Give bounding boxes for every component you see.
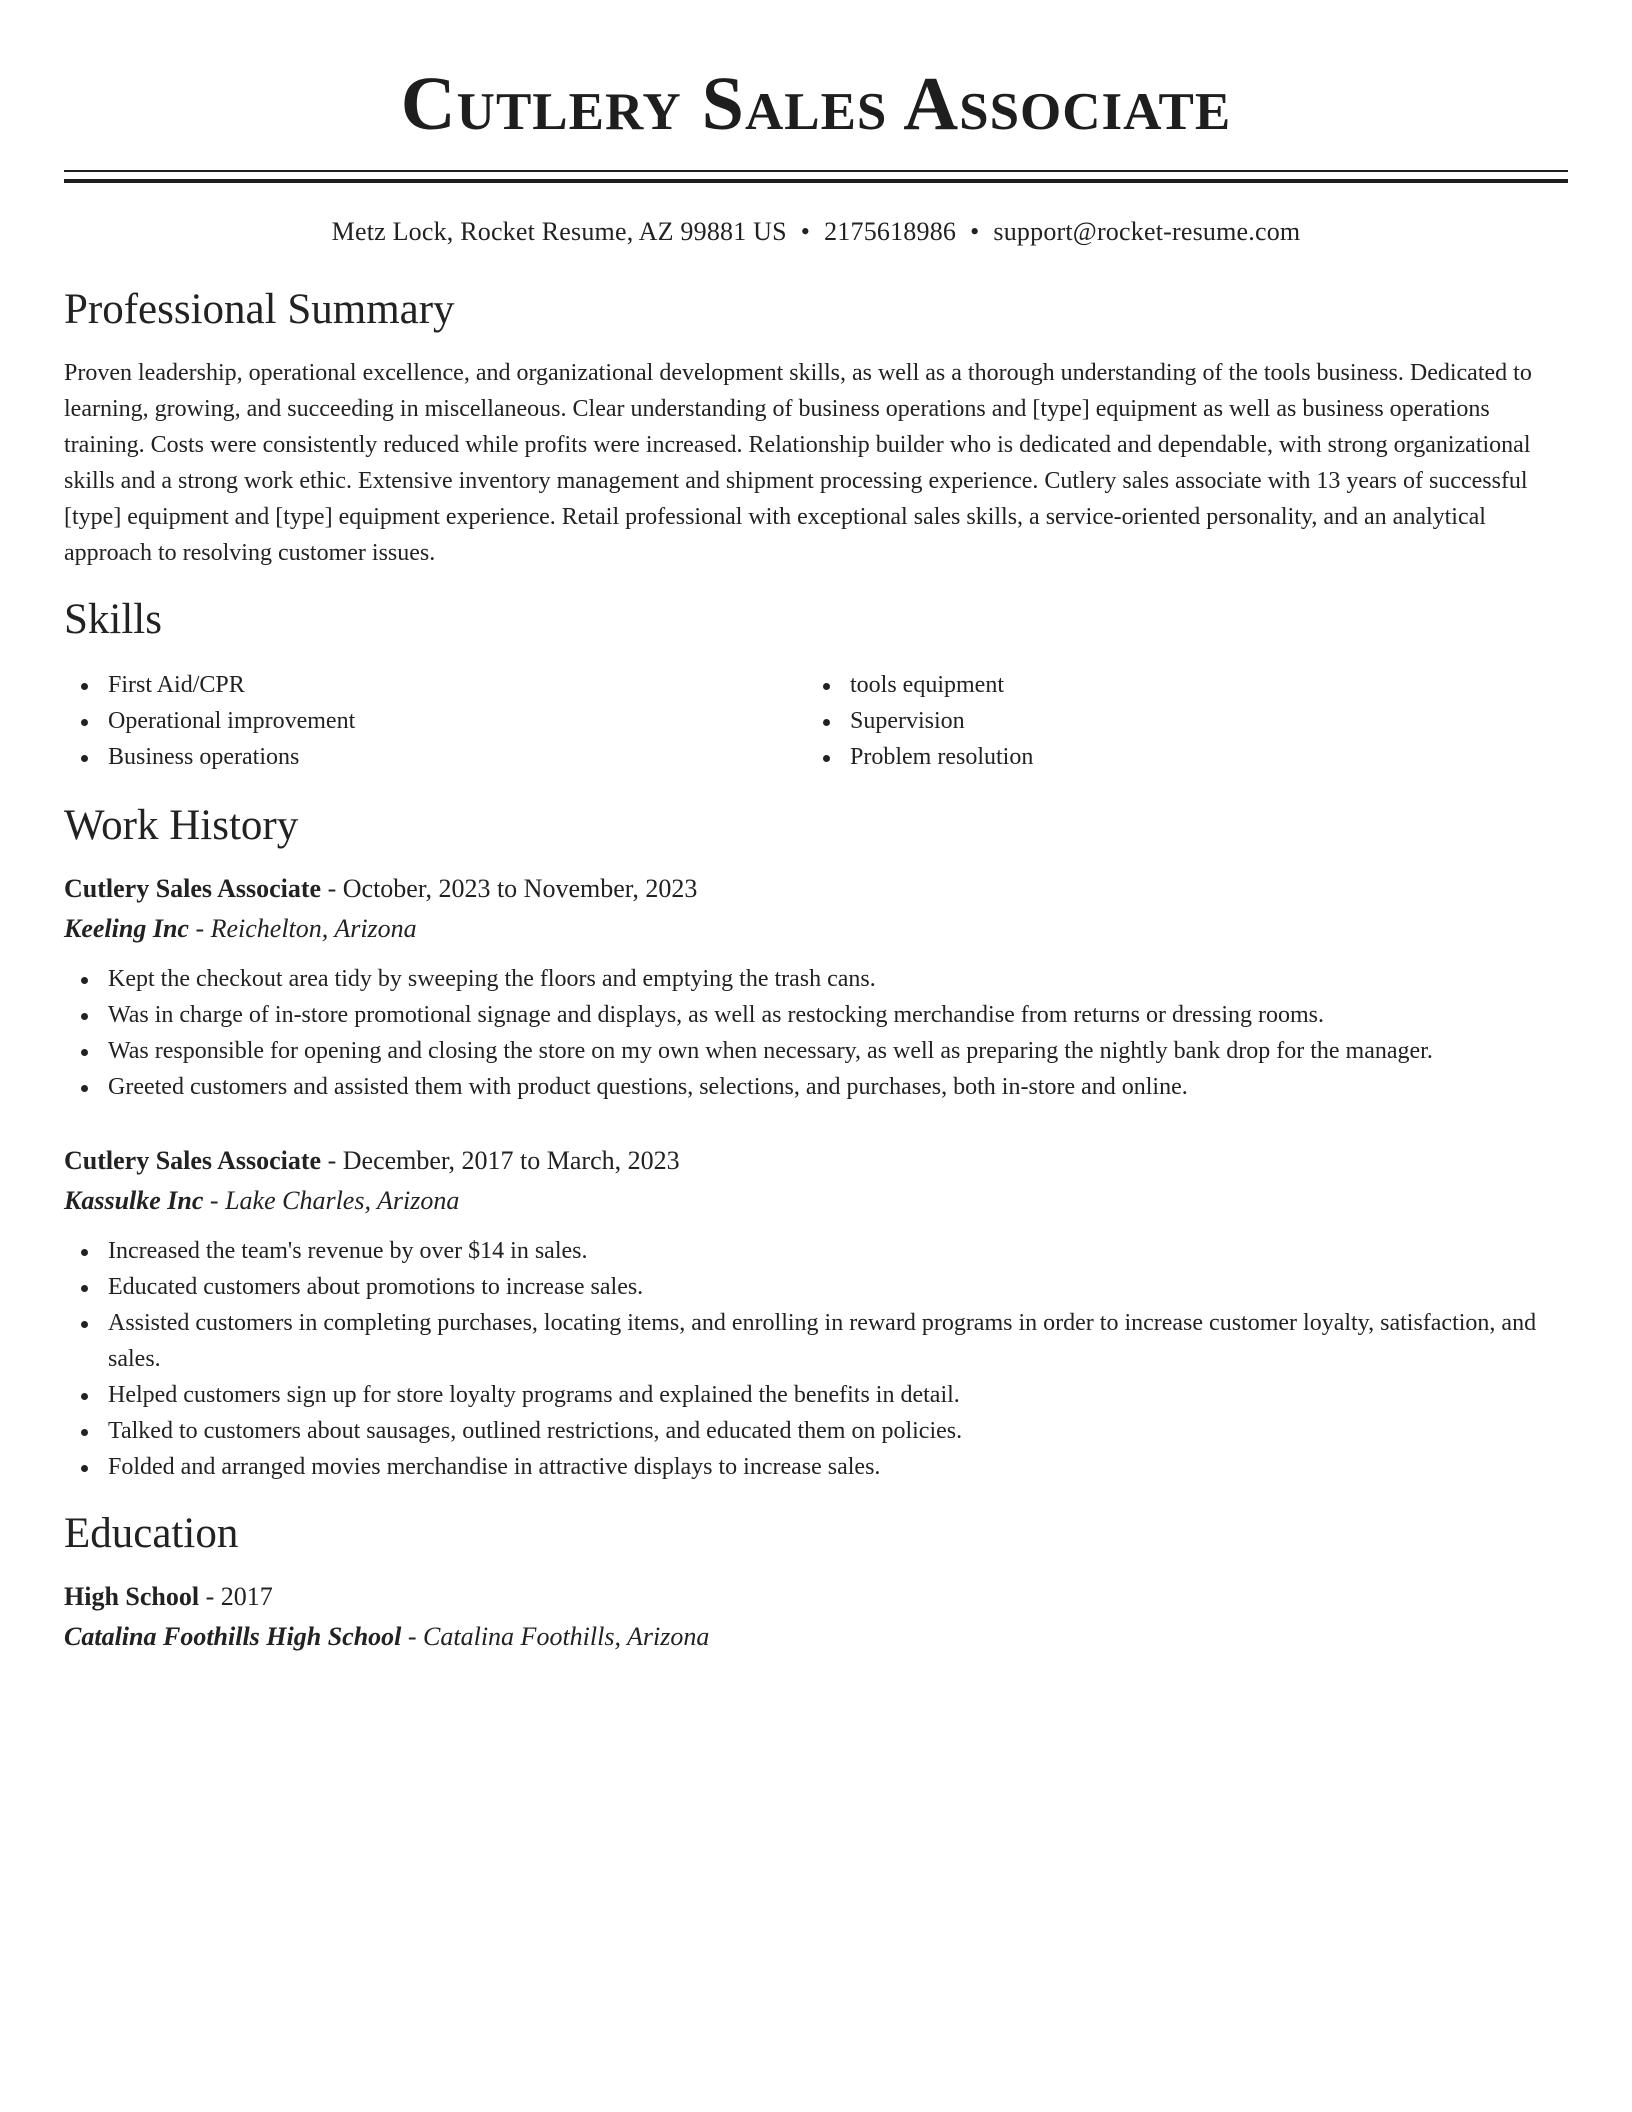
resume-title: Cutlery Sales Associate (400, 62, 1232, 146)
contact-separator: • (800, 217, 811, 246)
job-duty: Educated customers about promotions to increase sales. (64, 1269, 1568, 1305)
education-institution (64, 1619, 1568, 1655)
contact-separator: • (970, 217, 980, 246)
job-duty: Increased the team's revenue by over $14 in sales. (64, 1233, 1568, 1269)
education-heading: Education (64, 1510, 239, 1557)
skills-right-list (806, 667, 1548, 775)
skills-left-list (64, 667, 806, 775)
job-header (64, 1143, 1568, 1179)
job-duty: Greeted customers and assisted them with product questions, selections, and purchases, both in-store and online. (64, 1069, 1568, 1105)
header-rule-thick (64, 179, 1568, 183)
education-school: Catalina Foothills High School (64, 1622, 402, 1651)
education-degree: High School (64, 1582, 200, 1611)
job-duty: Was responsible for opening and closing the store on my own when necessary, as well as preparing the nightly bank drop for the manager. (64, 1033, 1568, 1069)
skill-item: Operational improvement (64, 703, 806, 739)
contact-email: support@rocket-resume.com (993, 217, 1301, 246)
job-dates: - October, 2023 to November, 2023 (321, 874, 698, 903)
job-employer (64, 911, 1568, 947)
header-rule-thin (64, 170, 1568, 172)
job-company: Keeling Inc (64, 914, 189, 943)
job-duty: Kept the checkout area tidy by sweeping the floors and emptying the trash cans. (64, 961, 1568, 997)
education-header (64, 1579, 1568, 1615)
job-title: Cutlery Sales Associate (64, 874, 322, 903)
work-history-section (64, 801, 1568, 1485)
job-duty: Folded and arranged movies merchandise in attractive displays to increase sales. (64, 1449, 1568, 1485)
job-duties-list (64, 961, 1568, 1105)
job-company: Kassulke Inc (64, 1186, 204, 1215)
skills-columns (64, 667, 1568, 775)
job-duties-list (64, 1233, 1568, 1485)
skill-item: Business operations (64, 739, 806, 775)
skill-item: Supervision (806, 703, 1548, 739)
job-duty: Assisted customers in completing purchases, locating items, and enrolling in reward programs in order to increase customer loyalty, satisfaction, and sales. (64, 1305, 1568, 1377)
summary-section (64, 285, 1568, 571)
skills-heading: Skills (64, 596, 162, 643)
job-duty: Helped customers sign up for store loyalty programs and explained the benefits in detail. (64, 1377, 1568, 1413)
summary-heading: Professional Summary (64, 286, 455, 333)
education-entry (64, 1579, 1568, 1655)
job-entry (64, 871, 1568, 1105)
education-section (64, 1509, 1568, 1655)
job-duty: Was in charge of in-store promotional signage and displays, as well as restocking merchandise from returns or dressing rooms. (64, 997, 1568, 1033)
job-dates: - December, 2017 to March, 2023 (321, 1146, 680, 1175)
skills-section (64, 595, 1568, 775)
contact-address: Metz Lock, Rocket Resume, AZ 99881 US (331, 217, 787, 246)
resume-page (64, 0, 1568, 1655)
job-location: - Lake Charles, Arizona (203, 1186, 460, 1215)
job-duty: Talked to customers about sausages, outlined restrictions, and educated them on policies. (64, 1413, 1568, 1449)
job-location: - Reichelton, Arizona (188, 914, 417, 943)
work-history-heading: Work History (64, 802, 299, 849)
job-employer (64, 1183, 1568, 1219)
skill-item: First Aid/CPR (64, 667, 806, 703)
job-entry (64, 1143, 1568, 1485)
summary-text: Proven leadership, operational excellence, and organizational development skills, as well as a thorough understanding of the tools business. Dedicated to learning, growing, and succeeding in miscellaneous. Clear understanding of business operations and [type] equipment as well as business operations training. Costs were consistently reduced while profits were increased. Relationship builder who is dedicated and dependable, with strong organizational skills and a strong work ethic. Extensive inventory management and shipment processing experience. Cutlery sales associate with 13 years of successful [type] equipment and [type] equipment experience. Retail professional with exceptional sales skills, a service-oriented personality, and an analytical approach to resolving customer issues. (64, 360, 1532, 566)
job-title: Cutlery Sales Associate (64, 1146, 322, 1175)
skill-item: tools equipment (806, 667, 1548, 703)
contact-phone: 2175618986 (824, 217, 957, 246)
education-location: - Catalina Foothills, Arizona (401, 1622, 710, 1651)
contact-line (64, 217, 1568, 247)
education-year: - 2017 (199, 1582, 273, 1611)
job-header (64, 871, 1568, 907)
skill-item: Problem resolution (806, 739, 1548, 775)
